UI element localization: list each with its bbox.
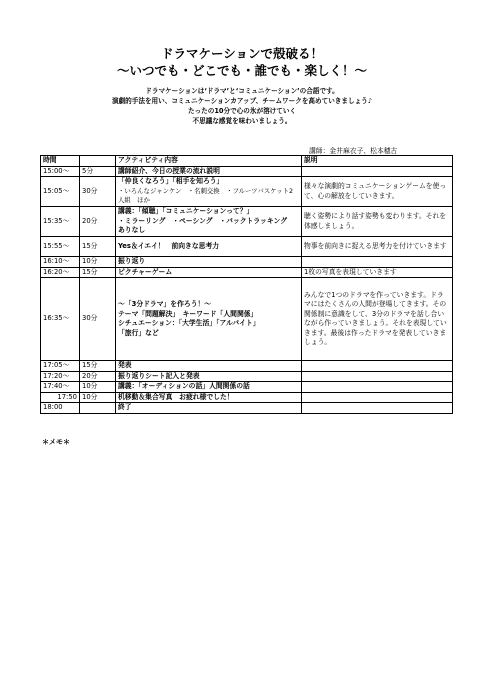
cell-duration: 15分: [80, 267, 116, 278]
cell-time: 18:00: [41, 403, 80, 414]
cell-description: 聴く姿勢により話す姿勢も変わります。それを体感しましょう。: [302, 207, 453, 237]
table-row: [41, 257, 453, 268]
cell-activity: [116, 177, 302, 207]
page-title: ドラマケーションで殻破る！: [160, 46, 323, 61]
cell-duration: 10分: [80, 382, 116, 393]
cell-description: [302, 166, 453, 177]
memo-label: ＊メモ＊: [42, 438, 70, 446]
header-activity: アクティビティ内容: [116, 156, 302, 167]
cell-duration: 5分: [80, 166, 116, 177]
cell-description: [302, 403, 453, 414]
cell-duration: 20分: [80, 207, 116, 237]
activity-detail: ・ミラーリング ・ペーシング ・バックトラッキング ありなし: [118, 216, 294, 235]
cell-duration: 15分: [80, 237, 116, 257]
intro-line-1: ドラマケーションは‘ドラマ’と‘コミュニケーション’の合語です。: [145, 87, 339, 95]
cell-time: 17:50: [41, 392, 80, 403]
header-description: 説明: [302, 156, 453, 167]
activity-title: 講義：「傾聴」「コミュニケーションって？」: [118, 207, 254, 216]
page-subtitle: ～いつでも・どこでも・誰でも・楽しく！～: [116, 63, 367, 78]
cell-activity: 振り返りシート記入と発表: [116, 371, 302, 382]
activity-title: 「仲良くなろう」「相手を知ろう」: [118, 177, 224, 186]
cell-time: 17:20～: [41, 371, 80, 382]
cell-description: [302, 382, 453, 393]
activity-detail: ・いろんなジャンケン ・名刺交換 ・フルーツバスケット2人組 ほか: [118, 186, 294, 205]
cell-duration: 10分: [80, 392, 116, 403]
cell-time: 17:40～: [41, 382, 80, 393]
table-row: [41, 371, 453, 382]
table-row: [41, 267, 453, 278]
cell-activity: 机移動＆集合写真 お疲れ様でした！: [116, 392, 302, 403]
table-row: [41, 382, 453, 393]
cell-activity: 終了: [116, 403, 302, 414]
cell-duration: 30分: [80, 278, 116, 361]
cell-time: 15:55～: [41, 237, 80, 257]
cell-time: 16:35～: [41, 278, 80, 361]
cell-time: 16:20～: [41, 267, 80, 278]
table-row: [41, 237, 453, 257]
activity-line: シチュエーション：「大学生活」「アルバイト」: [118, 319, 260, 327]
cell-time: 15:05～: [41, 177, 80, 207]
cell-description: 様々な演劇的コミュニケーションゲームを使って、心の解放をしていきます。: [302, 177, 453, 207]
schedule-table: [40, 155, 453, 414]
cell-activity: [116, 278, 302, 361]
cell-activity: [116, 207, 302, 237]
activity-line: 「旅行」など: [118, 328, 159, 337]
cell-activity: Yes＆イエイ！ 前向きな思考力: [116, 237, 302, 257]
cell-description: 物事を前向きに捉える思考力を付けていきます: [302, 237, 453, 257]
table-row: [41, 278, 453, 361]
cell-duration: 30分: [80, 177, 116, 207]
table-row: [41, 166, 453, 177]
cell-description: [302, 371, 453, 382]
cell-activity: 振り返り: [116, 257, 302, 268]
cell-description: [302, 257, 453, 268]
cell-activity: ピクチャーゲーム: [116, 267, 302, 278]
cell-time: 15:00～: [41, 166, 80, 177]
activity-line: テーマ「問題解決」 キーワード「人間関係」: [118, 309, 258, 318]
header-duration: [80, 156, 116, 167]
cell-duration: 20分: [80, 371, 116, 382]
cell-description: [302, 361, 453, 372]
cell-time: 17:05～: [41, 361, 80, 372]
cell-activity: 講義：「オーディションの話」人間関係の話: [116, 382, 302, 393]
table-row: [41, 392, 453, 403]
cell-activity: 発表: [116, 361, 302, 372]
cell-time: 16:10～: [41, 257, 80, 268]
cell-duration: 10分: [80, 257, 116, 268]
cell-description: [302, 392, 453, 403]
cell-duration: 15分: [80, 361, 116, 372]
table-row: [41, 207, 453, 237]
intro-line-2: 演劇的手法を用い、コミュニケーションカアップ、チームワークを高めていきましょう♪: [112, 97, 372, 105]
cell-activity: 講師紹介、今日の授業の流れ説明: [116, 166, 302, 177]
table-row: [41, 361, 453, 372]
cell-duration: [80, 403, 116, 414]
cell-description: みんなで1つのドラマを作っていきます。ドラマにはたくさんの人間が登場してきます。その関係制に意識をして、3分のドラマを話し合いながら作っていきましょう。それを表現していきます。最後は作ったドラマを発表していきましょう。: [302, 278, 453, 361]
header-time: 時間: [41, 156, 80, 167]
intro-line-3: たったの10分で心の氷が溶けていく: [187, 107, 297, 115]
cell-time: 15:35～: [41, 207, 80, 237]
table-row: [41, 403, 453, 414]
activity-line: ～「3分ドラマ」を作ろう！～: [118, 300, 212, 308]
cell-description: 1枚の写真を表現していきます: [302, 267, 453, 278]
table-row: [41, 177, 453, 207]
table-header-row: [41, 156, 453, 167]
intro-line-4: 不思議な感覚を味わいましょう。: [192, 117, 292, 125]
instructors: 講師：金井麻衣子、松本穂古: [309, 147, 398, 155]
